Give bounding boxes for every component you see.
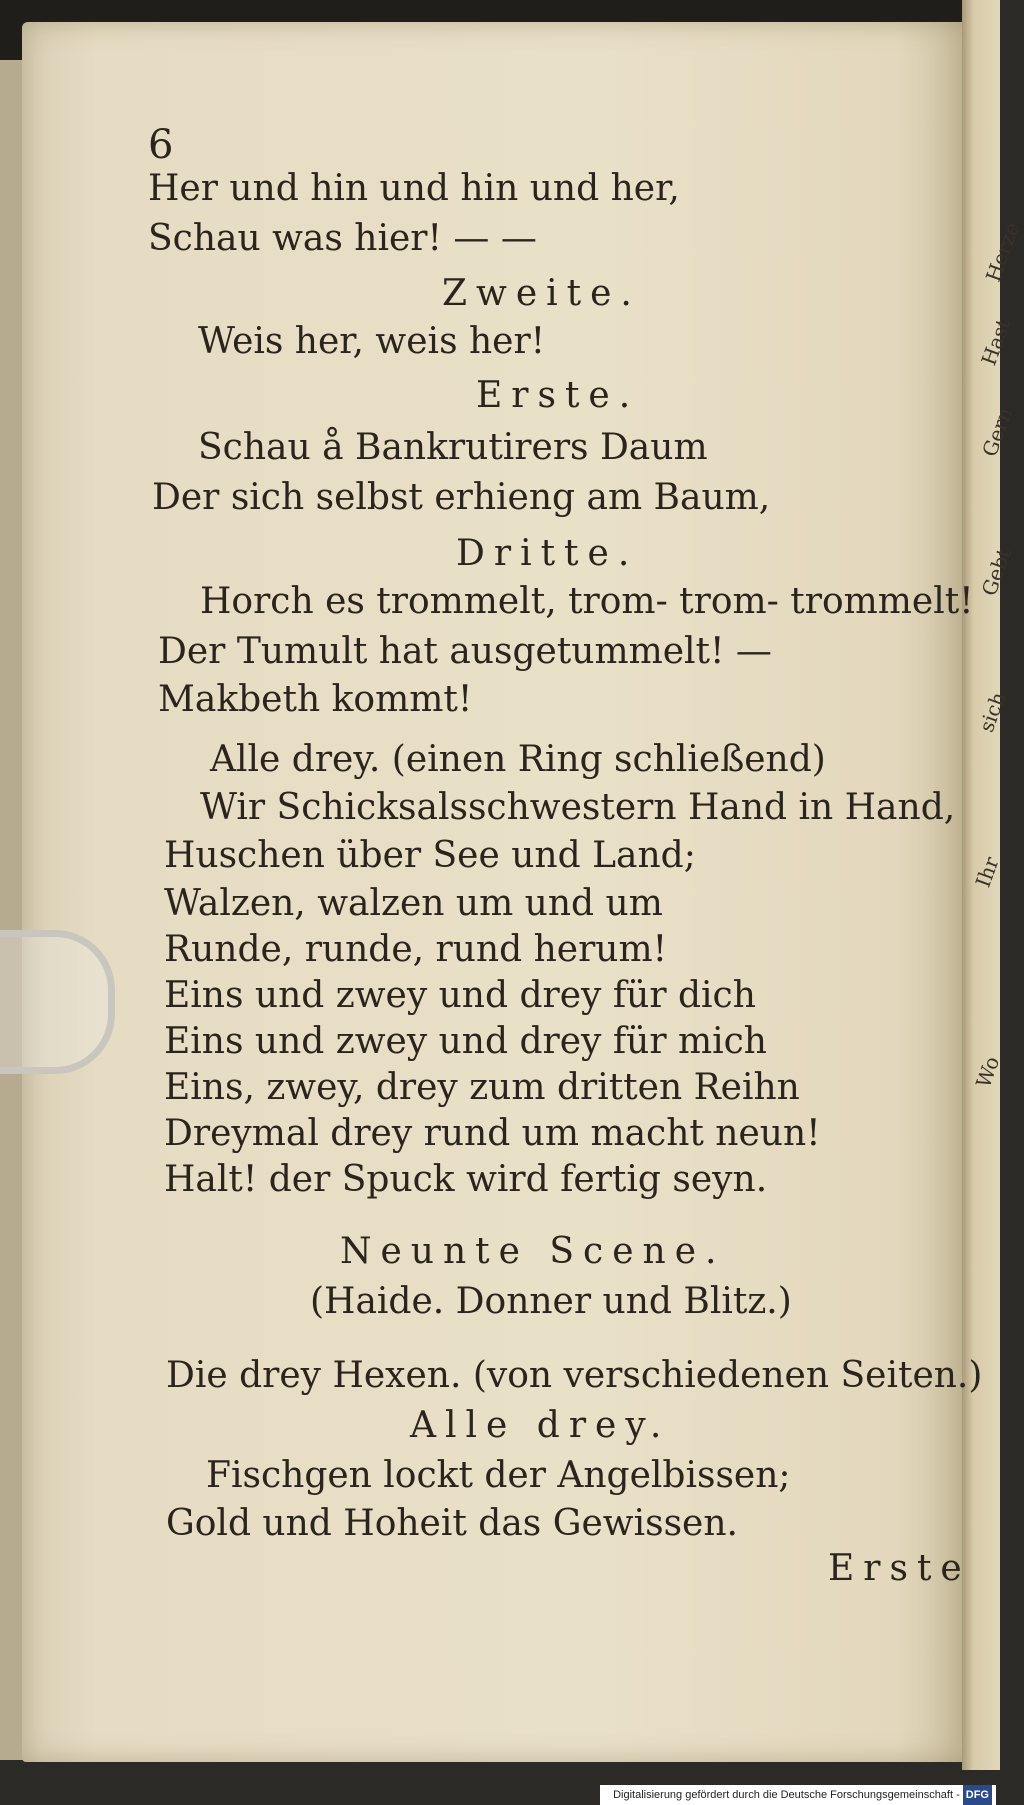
next-page-edge: [962, 0, 1024, 1770]
text-line: Halt! der Spuck wird fertig seyn.: [164, 1159, 768, 1200]
text-line: Gold und Hoheit das Gewissen.: [166, 1503, 738, 1544]
text-line: Alle drey.: [410, 1405, 671, 1446]
text-line: Weis her, weis her!: [198, 321, 546, 362]
next-page-fragment: Gern: [977, 404, 1018, 460]
text-line: Fischgen lockt der Angelbissen;: [206, 1455, 791, 1496]
next-page-fragment: Hast: [976, 315, 1016, 369]
text-line: Zweite.: [442, 273, 641, 314]
text-line: Horch es trommelt, trom- trom- trommelt!: [200, 581, 974, 622]
text-line: Erste.: [476, 375, 640, 416]
text-line: Walzen, walzen um und um: [164, 883, 663, 924]
text-line: Makbeth kommt!: [158, 679, 473, 720]
text-line: Wir Schicksalsschwestern Hand in Hand,: [200, 787, 956, 828]
paper-clip: [0, 930, 115, 1074]
footer-text: Digitalisierung gefördert durch die Deutsche Forschungsgemeinschaft -: [613, 1789, 960, 1801]
text-line: Der Tumult hat ausgetummelt! —: [158, 631, 772, 672]
footer-credit: [600, 1785, 996, 1805]
text-line: Alle drey. (einen Ring schließend): [210, 739, 826, 780]
text-line: Erste: [828, 1548, 971, 1589]
text-line: Dreymal drey rund um macht neun!: [164, 1113, 821, 1154]
text-line: Eins, zwey, drey zum dritten Reihn: [164, 1067, 800, 1108]
next-page-fragment: Ihr: [970, 853, 1004, 891]
text-line: Eins und zwey und drey für mich: [164, 1021, 767, 1062]
text-line: Eins und zwey und drey für dich: [164, 975, 756, 1016]
text-line: Der sich selbst erhieng am Baum,: [152, 477, 771, 518]
next-page-fragment: Wo: [971, 1053, 1005, 1091]
next-page-fragment: Gebt: [976, 545, 1016, 599]
page-number: 6: [148, 122, 174, 168]
next-page-fragment: sich: [974, 688, 1011, 736]
next-page-fragment: Herze: [980, 219, 1024, 285]
text-line: (Haide. Donner und Blitz.): [310, 1281, 792, 1322]
text-line: Huschen über See und Land;: [164, 835, 696, 876]
text-line: Runde, runde, rund herum!: [164, 929, 668, 970]
text-line: Schau å Bankrutirers Daum: [198, 427, 708, 468]
dfg-logo: DFG: [963, 1785, 992, 1805]
text-line: Die drey Hexen. (von verschiedenen Seiten.): [166, 1355, 983, 1396]
text-line: Her und hin und hin und her,: [148, 168, 680, 209]
text-line: Neunte Scene.: [340, 1231, 726, 1272]
text-line: Schau was hier! — —: [148, 218, 537, 259]
text-line: Dritte.: [456, 533, 639, 574]
